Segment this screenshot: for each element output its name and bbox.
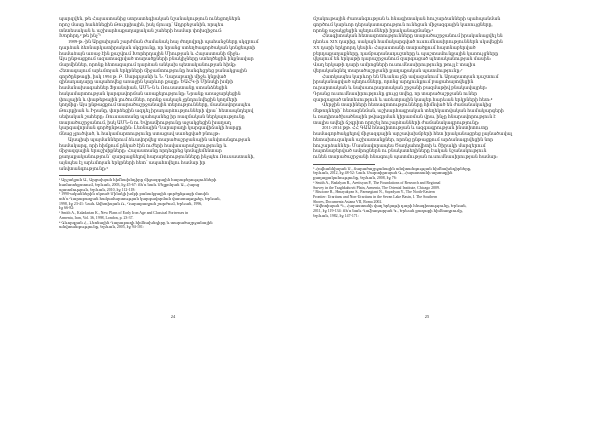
right-page [313,16,541,218]
footnote: ⁸ Ավետիսյան Պ., Հայաստանի վաղ երկաթի դարի հնագիտությունը, Երևան, 2011, էջ 119-134: Տե՛ս նաև Ղաֆադարյան Կ., Երևան քաղաքի հիմնադրումը, Երևան, 1982, էջ 147-171: [313,204,467,218]
body-paragraph: Այսպիսի պայմաններում ձևավորվեց տարածաշրջանային անվտանգության համակարգ, որի հիմքում ընկած էին ուժերի հավասարակշռությունը և միջազգային երաշխիքները։ Հայաստանը որդեգրեց կոմպլեմենտար քաղաքականություն՝ զարգացնելով հարաբերությունները ինչպես Ռուսաստանի, այնպես էլ արևմտյան երկրների հետ՝ ապահովելու համար իր անվտանգությունը։⁵ [59,136,255,171]
footnote: ¹ Արշակյան Ա., Արցախյան հիմնախնդիրը միջազգային հարաբերությունների համատեքստում, Երևան, 2003, էջ 45-67: Տե՛ս նաև Մելքոնյան Ա., Հայոց պատմություն, Երևան, 2010, էջ 112-118: [59,178,217,192]
body-paragraph: 2011-2014 թթ. ՀՀ ԳԱԱ հնագիտության և ազգագրության ինստիտուտը համագործակցելով միջազգային արշավախմբերի հետ իրականացրեց լայնածավալ հետախուզական աշխատանքներ, որոնց ընթացքում արձանագրվեցին նոր հուշարձաններ։ Մասնավորապես Ծաղկահովիտի և Շիրակի մարզերում հայտնաբերված ամրոցներն ու բնակատեղիները էական նշանակություն ունեն տարածաշրջանի հնագույն պատմության ուսումնասիրության համար։ [313,125,513,159]
left-page-body [59,16,287,171]
footnote: ⁷ Biscione R., Hmayakyan S., Parmegiani N., Sayadyan Y., The North-Eastern Frontier: Urartians and Non-Urartians in the Sevan Lake Basin, I. The Southern Shores, Documenta Asiana VII, Roma 2002. [313,190,438,204]
footnote-divider [313,164,375,165]
body-paragraph: 1989-թ․-ին Արցախյան շարժման ժամանակ հայ ժողովրդի պահանջները սկզբում դարձան ձեռնարկատիրական սկզբունք, որ նրանց ստեղծագործական կոնցեպտի համաձայն առաջ էին քաշվում Խորհրդային Միության և Հայաստանի միջև։ Այս ընթացքում ազատագրված տարածքների բնակիչները ստեղծեցին ինքնավար մարմիններ, որոնք հետագայում դարձան անկախ պետականության հիմք։ Հետագայում արևմտյան երկրների միջամտությունը հանգեցրեց բանակցային գործընթացի, իսկ 1994 թ. Բ. Սարգսյանի և Ն. Ղարաբաղի միջև կնքված զինադադարը ապահովեց առաջին կարևոր քայլը։ ԵԱՀԿ-ի Մինսկի խմբի համանախագահներ Ֆրանսիան, ԱՄՆ-ն և Ռուսաստանը ստանձնեցին հակամարտության կարգավորման առաքելությունը։ Նրանք առաջարկեցին փուլային և փաթեթային լուծումներ, որոնք սակայն չընդունվեցին կողմերի կողմից։ Այս ընթացքում տարածաշրջանային տերությունները, մասնավորապես Թուրքիան և Իրանը, փորձեցին ազդել իրադարձությունների վրա՝ հետապնդելով սեփական շահերը։ Ռուսաստանը պահպանեց իր ռազմական ներկայությունը տարածաշրջանում, իսկ ԱՄՆ-ն ու Եվրամիությունը աջակցեցին խաղաղ կարգավորման գործընթացին։ Լեռնային Ղարաբաղի կարգավիճակի հարցը մնաց չլուծված, և հակամարտությունը ստացավ սառեցված բնույթ։ [59,39,259,136]
body-paragraph: Հնագիտական հետազոտությունները տարածաշրջանում իրականացվել են դեռևս XIX դարից, սակայն համակարգված ուսումնասիրություններն սկսվեցին XX դարի երկրորդ կեսին։ Հայաստանի տարածքում հայտնաբերված բերդաքաղաքները, դամբարանադաշտերը և պաշտամունքային կառույցները վկայում են երկաթի դարաշրջանում զարգացած պետականության մասին։ Վաղ երկաթի դարի ամրոցների ուսումնասիրությունը թույլ է տալիս վերականգնել տարածաշրջանի քաղաքական պատմությունը։⁷ [313,33,503,73]
left-page [59,16,287,230]
right-page-footnotes [313,167,541,219]
footnote: ⁴ Գևորգյան Հ., Լեռնային Ղարաբաղի հիմնախնդիրը և տարածաշրջանային անվտանգությունը, Երևան, 2005, էջ 94-101: [59,220,213,230]
body-paragraph: մշակութային ժառանգության և հնագիտական հուշարձանների պահպանման գործում կարևոր դերակատարություն ունեցան միջազգային կառույցները, որոնք աջակցեցին պեղումների իրականացմանը։⁶ [313,16,501,33]
right-page-number: 25 [424,314,430,319]
footnote: ⁶ Smith A., Badalyan R., Avetisyan P., The Foundations of Research and Regional Survey in the Tsaghkahovit Plain, Armenia, The Oriental Institute, Chicago 2009. [313,180,441,190]
right-page-body [313,16,541,160]
footnote: ³ Smith A., Kaladarian K., New Plans of Early Iron Age and Classical Fortresses in Armenia, Iran, Vol. 36, 1998, London, p. 23-37. [59,211,189,220]
footnote: ² 1990-ականներին սկսած Մինսկի խմբի բանակցային գործընթացի մասին տե՛ս Ղարաբաղյան հակամարտության կարգավորման փաստաթղթեր, Երևան, 1998, էջ 23-41: Նաև Ավետիսյան Ռ., Ղարաբաղյան շարժում, Երևան, 1996, էջ 66-82: [59,192,221,211]
body-paragraph: Հատկապես կարևոր են Սևանա լճի ավազանում և Արարատյան դաշտում իրականացված պեղումները, որոնց արդյունքում բացահայտվեցին ուրարտական և նախաուրարտական շրջանի բազմաթիվ բնակավայրեր։ Դրանց ուսումնասիրությունը ցույց տվեց, որ տարածաշրջանն ուներ զարգացած տնտեսություն և առևտրային կապեր հարևան երկրների հետ։⁸ [313,73,499,102]
body-paragraph: պարզվեն, թե Հայաստանից ստրատեգիական նշանակություն ունեցողներն որոշ մասը հանձնեցին Թուրքիային, իսկ մյուսը՝ Ադրբեջանին, որպես տնտեսական և աշխարհաքաղաքական շահերի համար փոխզիջում: Խորհրդ.² թե ինչ՞¹ [59,16,241,39]
left-page-footnotes [59,178,287,230]
left-page-number: 24 [170,314,176,319]
footnote: ⁵ Հովհաննիսյան Ս., Տարածաշրջանային անվտանգության հիմնախնդիրները, Երևան, 2012, էջ 48-52: Նաև Մարտիրոսյան Գ., Հայաստանի արտաքին քաղաքականությունը, Երևան, 2008, էջ 76: [313,166,472,181]
body-paragraph: Վերջին տարիների հետազոտությունները հիմնված են ժամանակակից մեթոդների՝ հեռազննման, աշխարհագրական տեղեկատվական համակարգերի և ռադիոածխածնային թվագրման կիրառման վրա, ինչը հնարավորություն է տալիս ավելի ճշգրիտ որոշել հուշարձանների ժամանակագրությունը։ [313,102,504,125]
footnote-divider [59,175,121,176]
